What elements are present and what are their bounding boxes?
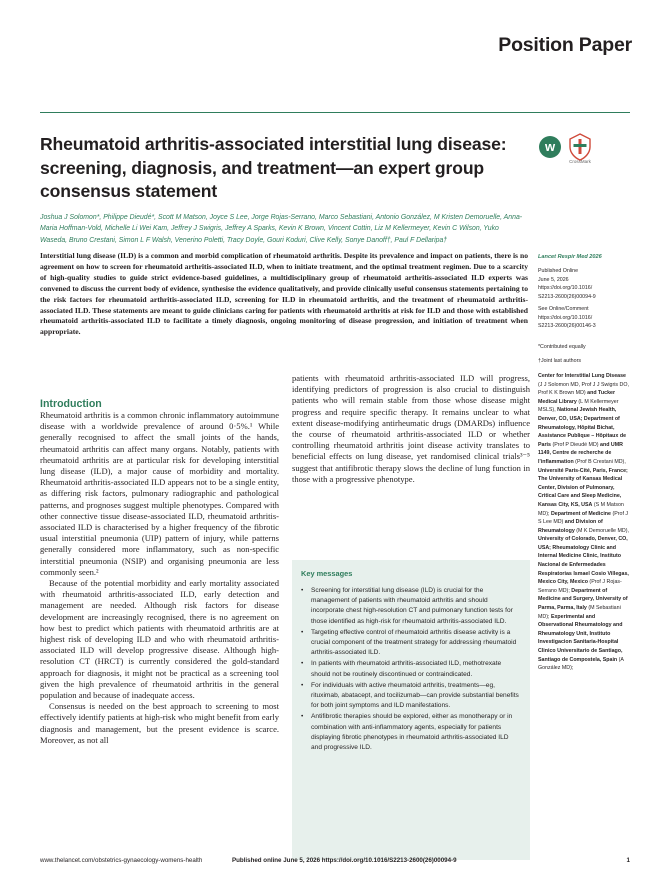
key-message-item: • In patients with rheumatoid arthritis-associated ILD, methotrexate should not be routinely discontinued or contraindicated. bbox=[301, 660, 502, 678]
crossmark-icon[interactable] bbox=[568, 133, 592, 161]
footer-site-link[interactable]: www.thelancet.com/obstetrics-gynaecology-womens-health bbox=[40, 857, 203, 864]
key-message-item: • Targeting effective control of rheumatoid arthritis disease activity is a crucial component of the treatment strategy for addressing rheumatoid arthritis-associated ILD. bbox=[301, 628, 517, 657]
contributed-note: *Contributed equally bbox=[538, 344, 586, 350]
crossmark-label: CrossMark bbox=[569, 159, 591, 164]
intro-heading: Introduction bbox=[40, 398, 102, 410]
affiliations: Center for Interstitial Lung Disease (J J Solomon MD, Prof J J Swigris DO, Prof K K Brown MD) and Tucker Medical Library (L M Kellermeyer MSLS), National Jewish Health, Denver, CO, USA; Department of Rheumatology, Hôpital Bichat, Assistance Publique – Hôpitaux de Paris (Prof P Dieudé MD) and UMR 1149, Centre de recherche de l'inflammation (Prof B Crestani MD), Université Paris-Cité, Paris, France; The University of Kansas Medical Center, Division of Pulmonary, Critical Care and Sleep Medicine, Kansas City, KS, USA (S M Matson MD); Department of Medicine (Prof J S Lee MD) and Division of Rheumatology (M K Demoruelle MD), University of Colorado, Denver, CO, USA; Rheumatology Clinic and Internal Medicine Clinic, Instituto Nacional de Enfermedades Respiratorias Ismael Cosio Villegas, Mexico City, Mexico (Prof J Rojas-Serrano MD); Department of Medicine and Surgery, University of Parma, Parma, Italy (M Sebastiani MD); Experimental and Observational Rheumatology and Rheumatology Unit, Instituto Investigacion Sanitaria-Hospital Clinico Universitario de Santiago, Santiago de Compostela, Spain (A González MD); bbox=[538, 373, 629, 672]
joint-authors-note: †Joint last authors bbox=[538, 358, 581, 364]
published-date: June 5, 2026 bbox=[538, 276, 569, 283]
published-doi-link[interactable]: https://doi.org/10.1016/ bbox=[538, 285, 593, 292]
author-list: Joshua J Solomon*, Philippe Dieudé*, Scott M Matson, Joyce S Lee, Jorge Rojas-Serrano, Marco Sebastiani, Antonio González, M Kristen Demoruelle, Anna-Maria Hoffman-Vold, Michelle Li Wei Kam, Jeffrey J Swigris, Jeffrey A Sparks, Kevin K Brown, Vincent Cottin, Liz M Kellermeyer, Kevin C Wilson, Yuko Waseda, Bruno Crestani, Simon L F Walsh, Venerino Poletti, Tracy Doyle, Gouri Koduri, Clive Kelly, Sonye Danoff†, Paul F Dellaripa† bbox=[40, 214, 523, 244]
key-message-item: • For individuals with active rheumatoid arthritis, treatments—eg, rituximab, abatacept, and tocilizumab—can provide substantial benefits for both joint symptoms and ILD manifestations. bbox=[301, 681, 519, 710]
key-messages-list bbox=[301, 586, 521, 753]
footer-pub-info: Published online June 5, 2026 https://doi.org/10.1016/S2213-2600(26)00094-9 bbox=[232, 857, 457, 864]
page-number: 1 bbox=[626, 857, 630, 864]
intro-paragraph-3: Consensus is needed on the best approach to screening to most effectively identify patients at high-risk who might benefit from early diagnosis and management, but the present evidence is scarce. Moreover, as not all bbox=[40, 701, 279, 745]
comment-doi-link-cont[interactable]: S2213-2600(26)00146-3 bbox=[538, 323, 596, 330]
abstract: Interstitial lung disease (ILD) is a common and morbid complication of rheumatoid arthritis. Despite its prevalence and impact on patients, there is no agreement on how to screen for rheumatoid arthritis-associated ILD, when to initiate treatment, and the optimal treatment regimen. Due to a scarcity of high-quality studies to guide strict evidence-based guidelines, a multidisciplinary group of rheumatoid arthritis-associated ILD experts was convened to discuss the current body of evidence, synthesise the evidence qualitatively, and provide clinically useful consensus statements pertaining to the risk factors for rheumatoid arthritis-associated ILD, screening for ILD in rheumatoid arthritis, and the treatment of rheumatoid arthritis-associated ILD. These statements are meant to guide clinicians caring for patients with rheumatoid arthritis at risk for ILD and those with established rheumatoid arthritis-associated ILD to facilitate a timely diagnosis, ongoing monitoring of disease progression, and initiation of treatment when appropriate. bbox=[40, 251, 528, 337]
section-label: Position Paper bbox=[498, 34, 632, 56]
journal-citation: Lancet Respir Med 2026 bbox=[538, 254, 602, 260]
header-divider bbox=[40, 112, 630, 113]
published-label: Published Online bbox=[538, 268, 579, 274]
key-messages-panel bbox=[292, 560, 530, 860]
bullet-icon: • bbox=[301, 587, 304, 594]
intro-paragraph-2: Because of the potential morbidity and early mortality associated with rheumatoid arthritis-associated ILD, early detection and management are needed. Although risk factors for disease development are increasingly recognised, there is no agreement on how best to predict which patients with rheumatoid arthritis are at highest risk of developing ILD and who with rheumatoid arthritis-associated ILD will develop progressive disease. Although high-resolution CT (HRCT) is currently considered the gold-standard approach for diagnosis, it might not be practical as a screening tool given the high prevalence of rheumatoid arthritis in the general population and because of inadequate access. bbox=[40, 578, 279, 701]
bullet-icon: • bbox=[301, 628, 304, 636]
see-online-info bbox=[538, 305, 630, 331]
body-column-left bbox=[40, 410, 279, 746]
key-message-item: • Screening for interstitial lung disease (ILD) is crucial for the management of patients with rheumatoid arthritis and should incorporate chest high-resolution CT and pulmonary function tests for those identified as high-risk for rheumatoid arthritis-associated ILD. bbox=[301, 587, 513, 625]
published-doi-link-cont[interactable]: S2213-2600(26)00094-9 bbox=[538, 293, 596, 300]
intro-paragraph-continued: patients with rheumatoid arthritis-associated ILD will progress, identifying predictors of progression is also crucial to distinguish patients who will remain stable from those whose disease might progress and require specific therapy. It remains unclear to what extent disease-modifying antirheumatic drugs (DMARDs) influence the course of rheumatoid arthritis-associated ILD or whether controlling rheumatoid arthritis joint disease activity translates to beneficial effects on lung disease, yet randomised clinical trials³⁻⁵ suggest that antifibrotic therapy slows the decline of lung function in those with a progressive phenotype. bbox=[292, 373, 530, 484]
key-message-item: • Antifibrotic therapies should be explored, either as monotherapy or in combination with anti-inflammatory agents, especially for patients displaying fibrotic phenotypes in rheumatoid arthritis-associated ILD and progressive ILD. bbox=[301, 713, 513, 752]
w-badge-icon[interactable]: w bbox=[539, 136, 561, 158]
body-column-middle bbox=[292, 373, 530, 485]
intro-paragraph-1: Rheumatoid arthritis is a common chronic inflammatory autoimmune disease with a worldwide prevalence of around 0·5%.¹ While generally recognised to affect the small joints of the hands, rheumatoid arthritis can affect many organs. Notably, patients with rheumatoid arthritis are at particular risk for developing interstitial lung disease (ILD), a major cause of morbidity and mortality. Rheumatoid arthritis-associated ILD appears not to be a single entity, as differing risk factors, pulmonary radiographic and pathological patterns, and prognoses suggest multiple phenotypes. Compared with other connective tissue disease-associated ILD, rheumatoid arthritis-associated ILD is characterised by a higher frequency of the fibrotic usual interstitial pneumonia (UIP) pattern of injury, while patterns generally considered more inflammatory, such as non-specific interstitial pneumonia (NSIP) and organising pneumonia are less commonly seen.² bbox=[40, 410, 279, 577]
article-title: Rheumatoid arthritis-associated interstitial lung disease: screening, diagnosis, and treatment—an expert group consensus statement bbox=[40, 134, 507, 201]
bullet-icon: • bbox=[301, 681, 304, 689]
bullet-icon: • bbox=[301, 713, 304, 721]
published-info bbox=[538, 267, 630, 301]
key-messages-title: Key messages bbox=[301, 569, 353, 578]
comment-doi-link[interactable]: https://doi.org/10.1016/ bbox=[538, 314, 593, 321]
see-online-label: See Online/Comment bbox=[538, 306, 589, 312]
bullet-icon: • bbox=[301, 660, 304, 668]
